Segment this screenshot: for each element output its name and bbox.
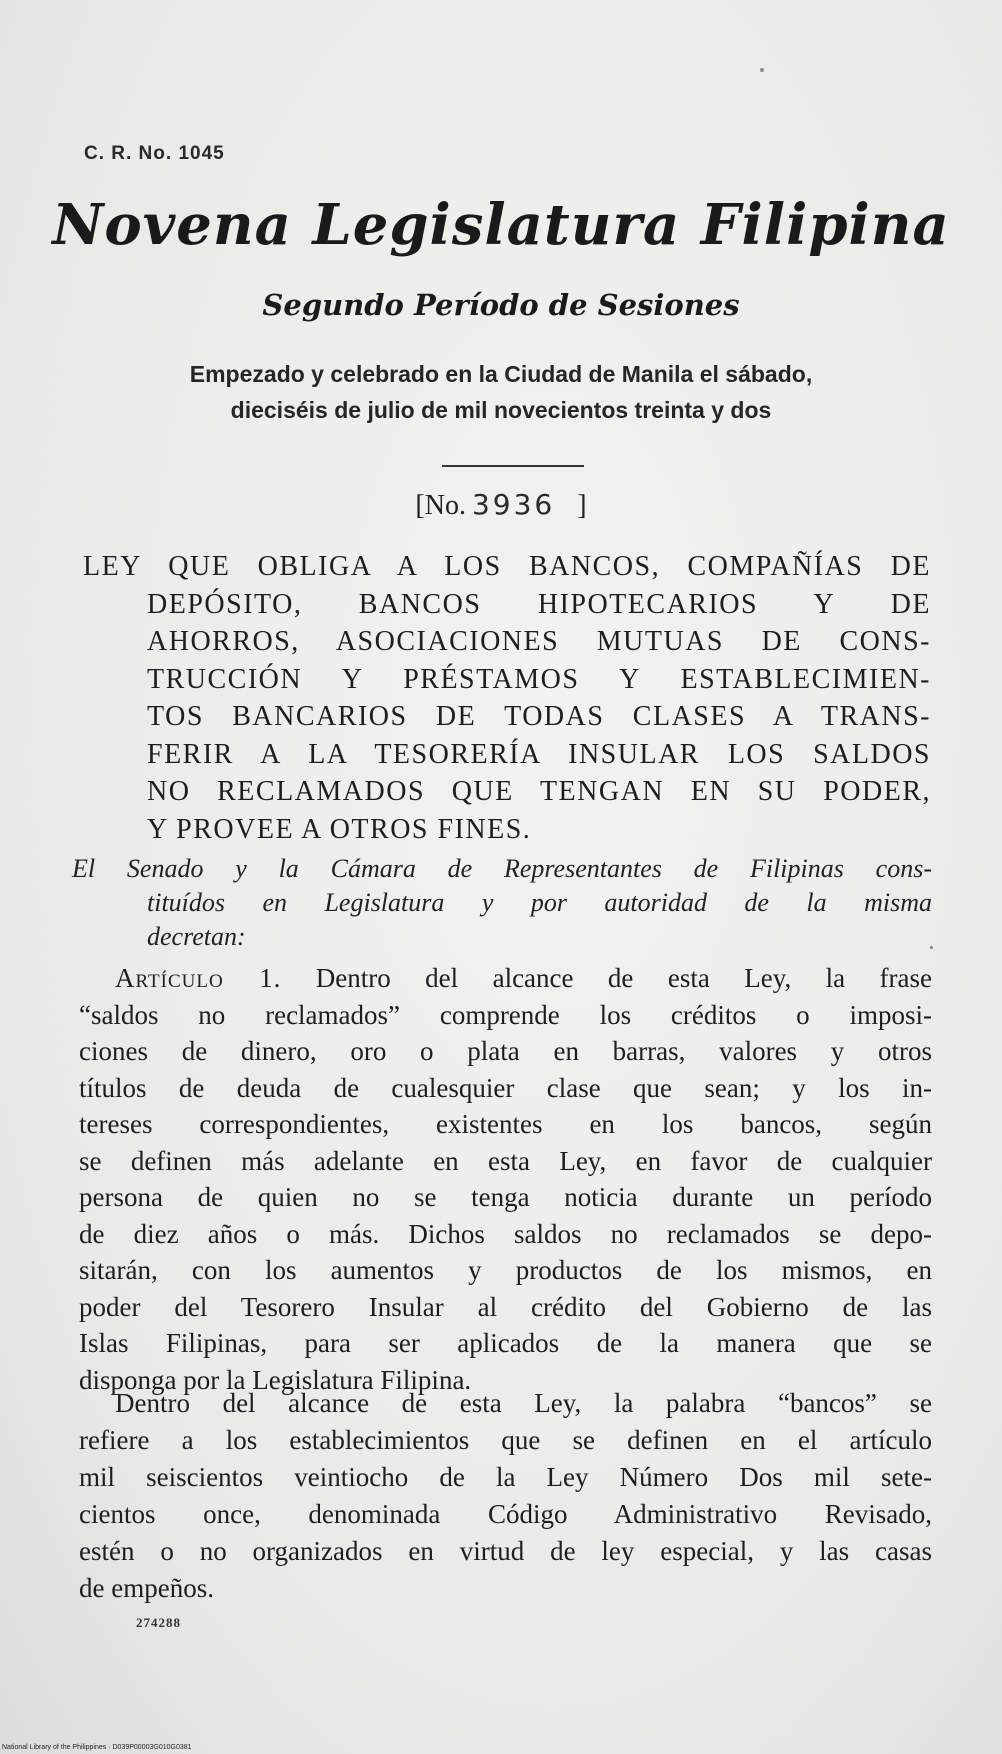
article-label: Artículo 1. xyxy=(115,963,282,993)
article-line: disponga por la Legislatura Filipina. xyxy=(79,1364,472,1395)
paragraph-line: refiere a los establecimientos que se definen en el artículo xyxy=(79,1425,932,1455)
article-line: sitarán, con los aumentos y productos de los mismos, en xyxy=(79,1255,932,1285)
law-title-line: DEPÓSITO, BANCOS HIPOTECARIOS Y DE xyxy=(147,588,931,620)
article-line: “saldos no reclamados” comprende los créditos o imposi- xyxy=(79,999,932,1030)
paragraph-line: cientos once, denominada Código Administrativo Revisado, xyxy=(79,1499,932,1529)
reference-number: C. R. No. 1045 xyxy=(84,143,225,164)
law-title-line: TRUCCIÓN Y PRÉSTAMOS Y ESTABLECIMIEN- xyxy=(147,663,931,695)
law-title-line: FERIR A LA TESORERÍA INSULAR LOS SALDOS xyxy=(147,738,931,770)
law-title-line: NO RECLAMADOS QUE TENGAN EN SU PODER, xyxy=(147,776,931,807)
paragraph-line: estén o no organizados en virtud de ley especial, y las casas xyxy=(79,1536,932,1566)
session-intro xyxy=(80,356,922,428)
intro-line: Empezado y celebrado en la Ciudad de Manila el sábado, xyxy=(189,361,813,387)
printer-number: 274288 xyxy=(136,1615,181,1630)
article-line: Islas Filipinas, para ser aplicados de la manera que se xyxy=(79,1328,932,1358)
enacting-line: El Senado y la Cámara de Representantes de Filipinas cons- xyxy=(72,854,932,883)
act-number xyxy=(0,488,1002,522)
divider-rule xyxy=(442,465,584,467)
scan-credit: National Library of the Philippines · D039P00003G010G0381 xyxy=(2,1744,192,1751)
paragraph-line: de empeños. xyxy=(79,1573,214,1603)
law-title-line: Y PROVEE A OTROS FINES. xyxy=(147,813,532,845)
paragraph-line: mil seiscientos veintiocho de la Ley Número Dos mil sete- xyxy=(79,1462,932,1492)
article-line: ciones de dinero, oro o plata en barras, valores y otros xyxy=(79,1036,932,1066)
law-title-line: AHORROS, ASOCIACIONES MUTUAS DE CONS- xyxy=(147,626,931,657)
article-line: de diez años o más. Dichos saldos no reclamados se depo- xyxy=(79,1218,932,1249)
paragraph-line: Dentro del alcance de esta Ley, la palabra “bancos” se xyxy=(115,1388,932,1418)
law-title xyxy=(83,548,931,848)
article-line-text: Dentro del alcance de esta Ley, la frase xyxy=(315,963,932,993)
enacting-line: tituídos en Legislatura y por autoridad de la misma xyxy=(147,888,932,917)
enacting-clause xyxy=(72,852,932,954)
paragraph-banks-definition xyxy=(79,1385,932,1607)
enacting-line: decretan: xyxy=(147,922,246,951)
law-title-line: TOS BANCARIOS DE TODAS CLASES A TRANS- xyxy=(147,701,931,732)
article-line: títulos de deuda de cualesquier clase que sean; y los in- xyxy=(79,1072,932,1103)
article-line xyxy=(79,960,932,997)
article-line: se definen más adelante en esta Ley, en favor de cualquier xyxy=(79,1145,932,1176)
scan-speck xyxy=(760,68,764,72)
article-line: persona de quien no se tenga noticia durante un período xyxy=(79,1182,932,1212)
article-line: poder del Tesorero Insular al crédito del Gobierno de las xyxy=(79,1291,932,1322)
legislature-title: Novena Legislatura Filipina xyxy=(52,192,950,258)
article-1 xyxy=(79,960,932,1398)
session-subtitle: Segundo Período de Sesiones xyxy=(262,288,740,322)
law-title-line: LEY QUE OBLIGA A LOS BANCOS, COMPAÑÍAS DE xyxy=(83,551,931,582)
act-number-prefix: [No. xyxy=(415,490,466,521)
intro-line: dieciséis de julio de mil novecientos treinta y dos xyxy=(230,397,772,423)
act-number-handwritten: 3936 xyxy=(471,488,556,521)
act-number-suffix: ] xyxy=(577,490,587,521)
article-line: tereses correspondientes, existentes en los bancos, según xyxy=(79,1109,932,1139)
